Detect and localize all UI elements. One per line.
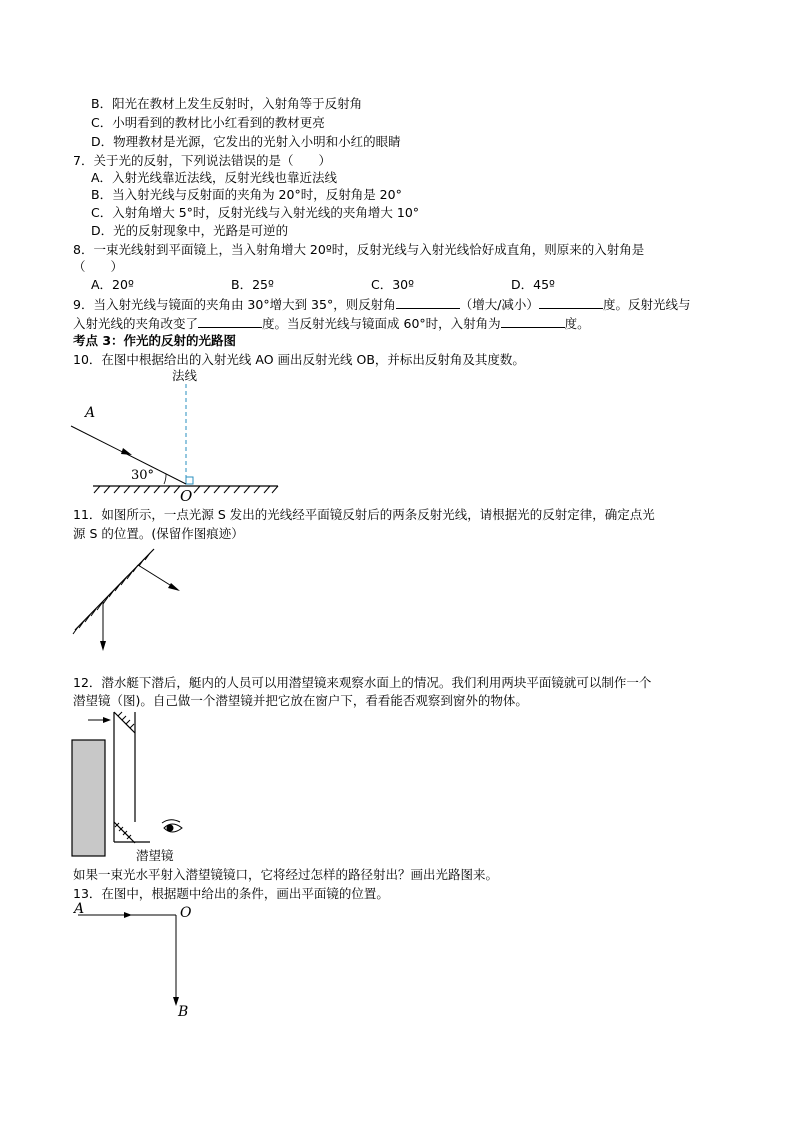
q12-caption: 潜望镜: [136, 848, 174, 863]
q9-text-1: 9．当入射光线与镜面的夹角由 30°增大到 35°，则反射角: [73, 297, 396, 312]
q9-text-6: 度。: [564, 316, 590, 331]
q10-normal-label: 法线: [172, 368, 198, 383]
q13-label-a: A: [74, 901, 85, 917]
q9-text-4: 入射光线的夹角改变了: [73, 316, 199, 331]
q9-text-5: 度。当反射光线与镜面成 60°时，入射角为: [262, 316, 501, 331]
q10-stem: 10．在图中根据给出的入射光线 AO 画出反射光线 OB，并标出反射角及其度数。: [73, 352, 525, 367]
q13-arrow-1: [124, 912, 132, 918]
q11-line1: 11．如图所示，一点光源 S 发出的光线经平面镜反射后的两条反射光线，请根据光的反射定律，确定点光: [73, 507, 655, 522]
q7-option-d: D．光的反射现象中，光路是可逆的: [91, 223, 289, 238]
q10-label-o: O: [180, 487, 193, 505]
q7-option-b: B．当入射光线与反射面的夹角为 20°时，反射角是 20°: [91, 187, 402, 202]
q6-option-d: D．物理教材是光源，它发出的光射入小明和小红的眼睛: [91, 134, 401, 149]
q13-stem: 13．在图中，根据题中给出的条件，画出平面镜的位置。: [73, 886, 389, 901]
q10-label-a: A: [85, 405, 96, 421]
q7-stem: 7．关于光的反射，下列说法错误的是（ ）: [73, 153, 331, 168]
q11-line2: 源 S 的位置。(保留作图痕迹）: [73, 526, 244, 541]
q8-stem: 8．一束光线射到平面镜上，当入射角增大 20º时，反射光线与入射光线恰好成直角，则原来的入射角是: [73, 242, 645, 257]
q6-option-c: C．小明看到的教材比小红看到的教材更亮: [91, 115, 325, 130]
q7-option-c: C．入射角增大 5°时，反射光线与入射光线的夹角增大 10°: [91, 205, 420, 220]
q8-paren: （ ）: [73, 259, 124, 274]
q13-label-b: B: [178, 1004, 189, 1020]
q12-line2: 潜望镜（图)。自己做一个潜望镜并把它放在窗户下，看看能否观察到窗外的物体。: [73, 693, 528, 708]
q13-label-o: O: [180, 905, 192, 921]
section-heading-3: 考点 3：作光的反射的光路图: [73, 333, 237, 348]
q8-option-a: A．20º: [91, 277, 134, 292]
q8-option-c: C．30º: [371, 277, 415, 292]
q8-option-d: D．45º: [511, 277, 555, 292]
q7-option-a: A．入射光线靠近法线，反射光线也靠近法线: [91, 170, 338, 185]
q9-text-2: （增大/减小）: [459, 297, 539, 312]
q6-option-b: B．阳光在教材上发生反射时，入射角等于反射角: [91, 96, 363, 111]
q12-line1: 12．潜水艇下潜后，艇内的人员可以用潜望镜来观察水面上的情况。我们利用两块平面镜就可以制作一个: [73, 675, 652, 690]
q12-after: 如果一束光水平射入潜望镜镜口，它将经过怎样的路径射出？画出光路图来。: [73, 867, 499, 882]
q8-option-b: B．25º: [231, 277, 274, 292]
q10-angle-label: 30°: [131, 468, 155, 483]
q9-text-3: 度。反射光线与: [602, 297, 691, 312]
